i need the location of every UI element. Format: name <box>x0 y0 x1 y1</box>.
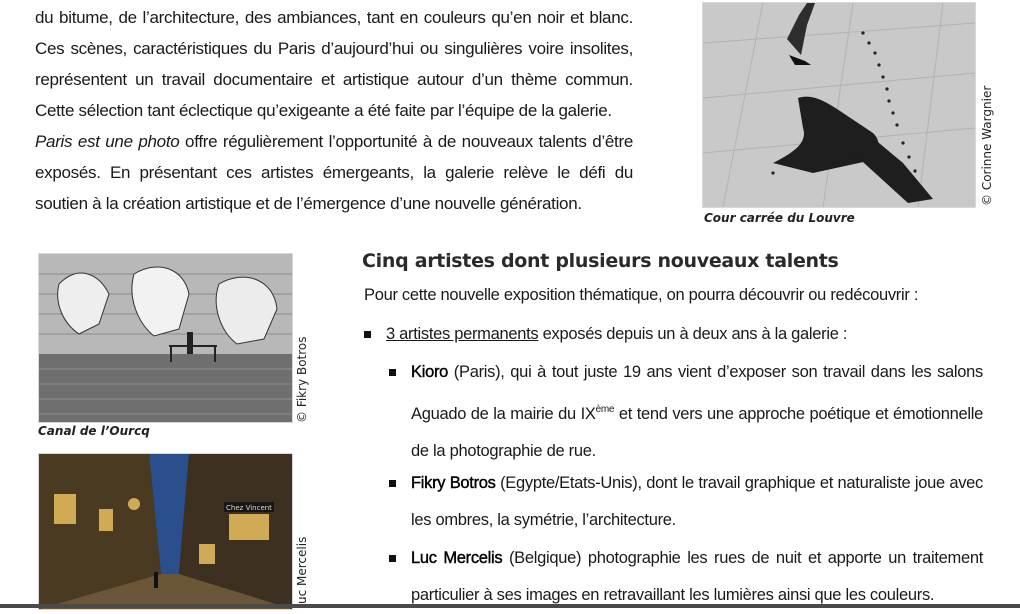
photo-canal-ourcq <box>38 253 293 423</box>
louvre-photo-image <box>703 3 975 207</box>
credit-fikry-botros: © Fikry Botros <box>295 336 309 423</box>
section-heading: Cinq artistes dont plusieurs nouveaux talents <box>362 250 839 272</box>
paragraph-text-1: du bitume, de l’architecture, des ambiances, tant en couleurs qu’en noir et blanc. Ces scènes, caractéristiques du Paris d’aujourd’hui ou singulières voire insolites, représentent un travail documentaire et artistique autour d’un thème commun. Cette sélection tant éclectique qu’exigeante a été faite par l’équipe de la galerie. <box>35 8 633 120</box>
bullet-square-icon <box>389 555 396 562</box>
bullet-square-icon <box>389 369 396 376</box>
bullet-square-icon <box>364 331 371 338</box>
credit-luc-mercelis: uc Mercelis <box>295 536 309 604</box>
artist-text-fikry-botros: (Egypte/Etats-Unis), dont le travail graphique et naturaliste joue avec les ombres, la symétrie, l’architecture. <box>411 474 983 529</box>
intro-paragraph <box>35 2 633 219</box>
caption-cour-carree: Cour carrée du Louvre <box>704 211 855 225</box>
permanent-artists-line <box>386 325 847 344</box>
street-photo-image <box>39 454 292 609</box>
artist-text-kioro-b: et tend vers une approche poétique et émotionnelle de la photographie de rue. <box>411 405 984 460</box>
bottom-rule <box>0 604 1020 608</box>
street-sign-text: Chez Vincent <box>226 504 272 512</box>
bullet-square-icon <box>389 480 396 487</box>
artist-name-fikry-botros: Fikry Botros <box>411 474 496 492</box>
ourcq-photo-image <box>39 254 292 422</box>
artist-item-luc-mercelis <box>411 540 983 614</box>
photo-cour-carree <box>702 2 976 208</box>
photo-night-street <box>38 453 293 610</box>
artist-name-kioro: Kioro <box>411 363 449 381</box>
credit-corinne-wargnier: © Corinne Wargnier <box>980 85 994 206</box>
paragraph-text-2: offre régulièrement l’opportunité à de nouveaux talents d’être exposés. En présentant ces artistes émergeants, la galerie relève le défi du soutien à la création artistique et de l’émergence d’une nouvelle génération. <box>35 132 633 213</box>
artist-text-kioro-sup: ème <box>595 404 615 415</box>
artist-item-kioro <box>411 354 983 470</box>
permanent-artists-rest: exposés depuis un à deux ans à la galerie : <box>538 325 848 343</box>
section-intro: Pour cette nouvelle exposition thématique, on pourra découvrir ou redécouvrir : <box>364 286 919 304</box>
artist-text-kioro-a: (Paris), qui à tout juste 19 ans vient d’exposer son travail dans les salons Aguado de la mairie du IX <box>411 363 983 423</box>
permanent-artists-label: 3 artistes permanents <box>386 325 539 343</box>
artist-name-luc-mercelis: Luc Mercelis <box>411 549 503 567</box>
artist-text-luc-mercelis: (Belgique) photographie les rues de nuit et apporte un traitement particulier à ses images en retravaillant les lumières ainsi que les couleurs. <box>411 549 983 604</box>
paragraph-italic-lead: Paris est une photo <box>35 132 180 151</box>
artist-item-fikry-botros <box>411 465 983 539</box>
caption-canal-ourcq: Canal de l’Ourcq <box>38 424 150 438</box>
